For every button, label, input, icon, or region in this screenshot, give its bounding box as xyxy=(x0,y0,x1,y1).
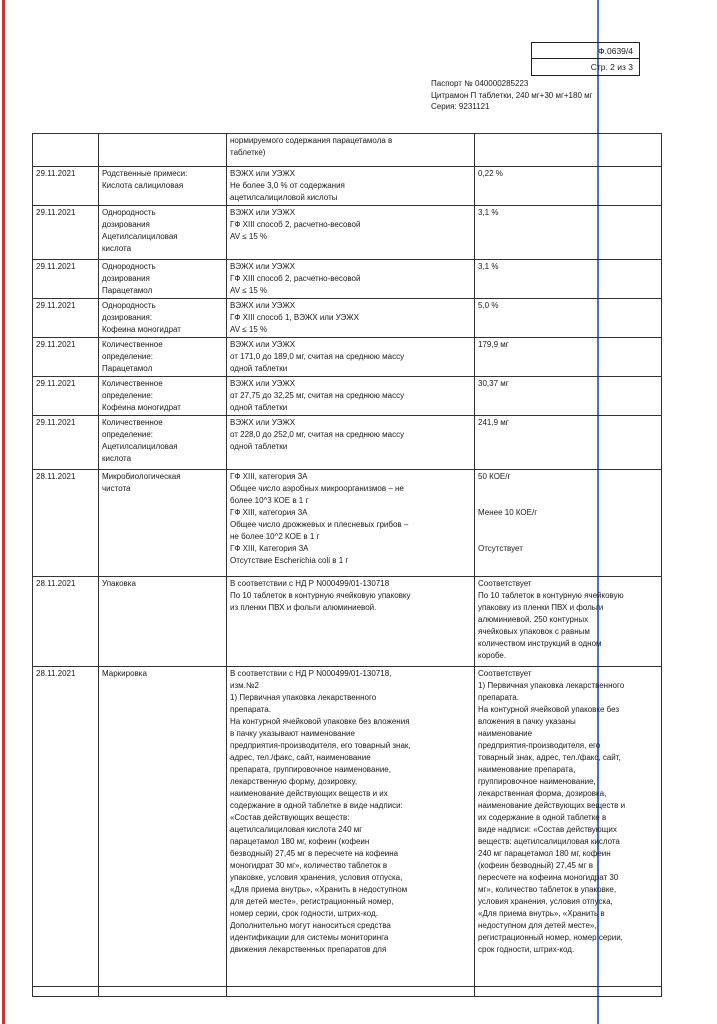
result-line: 241,9 мг xyxy=(478,418,509,427)
indicator-line: дозирования xyxy=(102,274,150,283)
result-line: «Для приема внутрь», «Хранить в xyxy=(478,909,605,918)
result-line: срок годности, штрих-код. xyxy=(478,945,575,954)
norm-line: В соответствии с НД Р N000499/01-130718, xyxy=(230,669,392,678)
test-date: 29.11.2021 xyxy=(33,260,99,299)
norm-line: Отсутствие Escherichia coli в 1 г xyxy=(230,556,349,565)
test-result xyxy=(475,470,662,577)
norm-line: движения лекарственных препаратов для xyxy=(230,945,387,954)
result-line: веществ: ацетилсалициловая кислота xyxy=(478,837,620,846)
result-line: препарата. xyxy=(478,693,519,702)
table-row xyxy=(33,299,662,338)
analysis-table-body xyxy=(33,134,662,997)
test-indicator xyxy=(99,206,227,260)
result-line: 240 мг парацетамол 180 мг, кофеин xyxy=(478,849,611,858)
result-line: (кофеин безводный) 27,45 мг в xyxy=(478,861,594,870)
result-line: условия хранения, условия отпуска, xyxy=(478,897,613,906)
norm-line: Общее число аэробных микроорганизмов – не xyxy=(230,484,404,493)
scan-edge-left xyxy=(2,0,5,1024)
indicator-line: определение: xyxy=(102,352,154,361)
test-result xyxy=(475,338,662,377)
norm-line: ВЭЖХ или УЭЖХ xyxy=(230,208,296,217)
indicator-line: Родственные примеси: xyxy=(102,169,188,178)
test-indicator xyxy=(99,299,227,338)
indicator-line: чистота xyxy=(102,484,131,493)
test-indicator xyxy=(99,167,227,206)
norm-line: ацетилсалициловой кислоты xyxy=(230,193,338,202)
result-line: недоступном для детей месте», xyxy=(478,921,597,930)
test-date: 28.11.2021 xyxy=(33,667,99,997)
result-line: наименование действующих веществ и xyxy=(478,801,626,810)
test-norm xyxy=(227,470,475,577)
indicator-line: дозирования: xyxy=(102,313,153,322)
result-line: упаковку из пленки ПВХ и фольги xyxy=(478,603,604,612)
test-norm xyxy=(227,206,475,260)
test-result xyxy=(475,134,662,167)
form-code-box xyxy=(531,42,640,76)
indicator-line: Однородность xyxy=(102,262,156,271)
result-line: 3,1 % xyxy=(478,262,499,271)
indicator-line: Ацетилсалициловая xyxy=(102,232,178,241)
result-line: ячейковых упаковок с равным xyxy=(478,627,590,636)
norm-line: от 228,0 до 252,0 мг, считая на среднюю массу xyxy=(230,430,405,439)
norm-line: одной таблетки xyxy=(230,364,288,373)
test-norm xyxy=(227,377,475,416)
indicator-line: Кофеина моногидрат xyxy=(102,325,181,334)
result-line: коробе. xyxy=(478,651,507,660)
norm-line: от 171,0 до 189,0 мг, считая на среднюю массу xyxy=(230,352,405,361)
result-line: 0,22 % xyxy=(478,169,503,178)
table-row xyxy=(33,577,662,667)
result-line: регистрационный номер, номер серии, xyxy=(478,933,623,942)
test-result xyxy=(475,206,662,260)
result-line xyxy=(478,531,658,543)
result-line: 50 КОЕ/г xyxy=(478,472,511,481)
test-date: 28.11.2021 xyxy=(33,577,99,667)
norm-line: ВЭЖХ или УЭЖХ xyxy=(230,379,296,388)
test-date: 29.11.2021 xyxy=(33,338,99,377)
test-date: 29.11.2021 xyxy=(33,167,99,206)
norm-line: из пленки ПВХ и фольги алюминиевой. xyxy=(230,603,377,612)
result-line: мг», количество таблеток в упаковке, xyxy=(478,885,617,894)
passport-number: Паспорт № 040000285223 xyxy=(431,79,529,88)
test-norm xyxy=(227,667,475,997)
indicator-line: определение: xyxy=(102,391,154,400)
test-result xyxy=(475,260,662,299)
norm-line: ГФ XIII способ 2, расчетно-весовой xyxy=(230,220,361,229)
norm-line: содержание в одной таблетке в виде надписи: xyxy=(230,801,403,810)
indicator-line: дозирования xyxy=(102,220,150,229)
norm-line: парацетамол 180 мг, кофеин (кофеин xyxy=(230,837,370,846)
result-line: группировочное наименование, xyxy=(478,777,596,786)
norm-line: ГФ XIII, категория 3А xyxy=(230,472,308,481)
indicator-line: кислота xyxy=(102,454,132,463)
indicator-line: Количественное xyxy=(102,418,163,427)
test-indicator xyxy=(99,667,227,997)
indicator-line: Ацетилсалициловая xyxy=(102,442,178,451)
table-row xyxy=(33,260,662,299)
result-line xyxy=(478,483,658,495)
norm-line: ГФ XIII способ 2, расчетно-весовой xyxy=(230,274,361,283)
indicator-line: Маркировка xyxy=(102,669,147,678)
result-line: вложения в пачку указаны xyxy=(478,717,576,726)
norm-line: AV ≤ 15 % xyxy=(230,232,268,241)
test-result xyxy=(475,299,662,338)
test-indicator xyxy=(99,470,227,577)
result-line: 3,1 % xyxy=(478,208,499,217)
result-line: Соответствует xyxy=(478,669,532,678)
test-norm xyxy=(227,299,475,338)
table-bottom-border xyxy=(32,986,661,987)
indicator-line: Кофеина моногидрат xyxy=(102,403,181,412)
test-date: 29.11.2021 xyxy=(33,299,99,338)
norm-line: ВЭЖХ или УЭЖХ xyxy=(230,301,296,310)
test-date: 29.11.2021 xyxy=(33,206,99,260)
norm-line: изм.№2 xyxy=(230,681,259,690)
test-indicator xyxy=(99,377,227,416)
series-number: Серия: 9231121 xyxy=(431,102,490,111)
norm-line: ВЭЖХ или УЭЖХ xyxy=(230,418,296,427)
test-date: 29.11.2021 xyxy=(33,377,99,416)
norm-line: Не более 3,0 % от содержания xyxy=(230,181,345,190)
norm-line: ВЭЖХ или УЭЖХ xyxy=(230,340,296,349)
result-line: их содержание в одной таблетке в xyxy=(478,813,607,822)
test-result xyxy=(475,167,662,206)
table-row xyxy=(33,470,662,577)
test-norm xyxy=(227,577,475,667)
result-line: количеством инструкций в одном xyxy=(478,639,602,648)
test-indicator xyxy=(99,134,227,167)
norm-line: от 27,75 до 32,25 мг, считая на среднюю массу xyxy=(230,391,405,400)
result-line: наименование xyxy=(478,729,533,738)
norm-line: безводный) 27,45 мг в пересчете на кофеина xyxy=(230,849,399,858)
norm-line: для детей месте», регистрационный номер, xyxy=(230,897,394,906)
table-row xyxy=(33,206,662,260)
test-result xyxy=(475,416,662,470)
form-code: Ф.0639/4 xyxy=(532,43,639,59)
table-row xyxy=(33,377,662,416)
norm-line: ВЭЖХ или УЭЖХ xyxy=(230,262,296,271)
norm-line: лекарственную форму, дозировку, xyxy=(230,777,358,786)
norm-line: Дополнительно могут наноситься средства xyxy=(230,921,391,930)
test-norm xyxy=(227,167,475,206)
norm-line: наименование действующих веществ и их xyxy=(230,789,388,798)
norm-line: упаковке, условия хранения, условия отпуска, xyxy=(230,873,403,882)
norm-line: в пачку указывают наименование xyxy=(230,729,355,738)
indicator-line: Упаковка xyxy=(102,579,136,588)
test-result xyxy=(475,377,662,416)
result-line: 5,0 % xyxy=(478,301,499,310)
result-line: Отсутствует xyxy=(478,544,523,553)
table-row xyxy=(33,134,662,167)
result-line: Соответствует xyxy=(478,579,532,588)
norm-line: ВЭЖХ или УЭЖХ xyxy=(230,169,296,178)
result-line: наименование препарата, xyxy=(478,765,576,774)
result-line: лекарственная форма, дозировка, xyxy=(478,789,607,798)
indicator-line: Кислота салициловая xyxy=(102,181,184,190)
analysis-table xyxy=(32,133,662,997)
norm-line: «Для приема внутрь», «Хранить в недоступном xyxy=(230,885,408,894)
norm-line: предприятия-производителя, его товарный знак, xyxy=(230,741,411,750)
result-line: Менее 10 КОЕ/г xyxy=(478,508,538,517)
test-norm xyxy=(227,416,475,470)
norm-line: препарата, группировочное наименование, xyxy=(230,765,391,774)
indicator-line: Количественное xyxy=(102,379,163,388)
norm-line: По 10 таблеток в контурную ячейковую упаковку xyxy=(230,591,411,600)
result-line: виде надписи: «Состав действующих xyxy=(478,825,617,834)
table-row xyxy=(33,416,662,470)
result-line: товарный знак, адрес, тел./факс, сайт, xyxy=(478,753,621,762)
norm-line: ГФ XIII, категория 3А xyxy=(230,508,308,517)
norm-line: «Состав действующих веществ: xyxy=(230,813,350,822)
norm-line: номер серии, срок годности, штрих-код. xyxy=(230,909,378,918)
norm-line: таблетке) xyxy=(230,148,266,157)
indicator-line: определение: xyxy=(102,430,154,439)
norm-line: ГФ XIII способ 1, ВЭЖХ или УЭЖХ xyxy=(230,313,359,322)
norm-line: ГФ XIII, Категория 3А xyxy=(230,544,309,553)
test-date xyxy=(33,134,99,167)
norm-line: AV ≤ 15 % xyxy=(230,286,268,295)
test-indicator xyxy=(99,338,227,377)
norm-line: AV ≤ 15 % xyxy=(230,325,268,334)
table-row xyxy=(33,338,662,377)
norm-line: адрес, тел./факс, сайт, наименование xyxy=(230,753,371,762)
test-indicator xyxy=(99,260,227,299)
norm-line: нормируемого содержания парацетамола в xyxy=(230,136,393,145)
test-result xyxy=(475,577,662,667)
result-line: предприятия-производителя, его xyxy=(478,741,601,750)
result-line xyxy=(478,495,658,507)
test-result xyxy=(475,667,662,997)
indicator-line: Парацетамол xyxy=(102,364,153,373)
result-line xyxy=(478,519,658,531)
indicator-line: Однородность xyxy=(102,301,156,310)
norm-line: ацетилсалициловая кислота 240 мг xyxy=(230,825,363,834)
norm-line: одной таблетки xyxy=(230,403,288,412)
result-line: На контурной ячейковой упаковке без xyxy=(478,705,620,714)
indicator-line: Однородность xyxy=(102,208,156,217)
test-norm xyxy=(227,260,475,299)
table-row xyxy=(33,167,662,206)
result-line: 30,37 мг xyxy=(478,379,509,388)
norm-line: препарата. xyxy=(230,705,271,714)
result-line: 1) Первичная упаковка лекарственного xyxy=(478,681,625,690)
norm-line: В соответствии с НД Р N000499/01-130718 xyxy=(230,579,390,588)
test-norm xyxy=(227,338,475,377)
norm-line: не более 10^2 КОЕ в 1 г xyxy=(230,532,320,541)
indicator-line: Микробиологическая xyxy=(102,472,181,481)
indicator-line: Парацетамол xyxy=(102,286,153,295)
norm-line: одной таблетки xyxy=(230,442,288,451)
result-line: 179,9 мг xyxy=(478,340,509,349)
norm-line: моногидрат 30 мг», количество таблеток в xyxy=(230,861,388,870)
norm-line: 1) Первичная упаковка лекарственного xyxy=(230,693,377,702)
passport-header xyxy=(431,78,593,113)
norm-line: На контурной ячейковой упаковке без вложения xyxy=(230,717,410,726)
indicator-line: Количественное xyxy=(102,340,163,349)
test-date: 29.11.2021 xyxy=(33,416,99,470)
norm-line: Общее число дрожжевых и плесневых грибов – xyxy=(230,520,409,529)
table-row xyxy=(33,667,662,997)
result-line: алюминиевой. 250 контурных xyxy=(478,615,589,624)
test-date: 28.11.2021 xyxy=(33,470,99,577)
norm-line: более 10^3 КОЕ в 1 г xyxy=(230,496,309,505)
result-line: По 10 таблеток в контурную ячейковую xyxy=(478,591,624,600)
indicator-line: кислота xyxy=(102,244,132,253)
norm-line: идентификации для системы мониторинга xyxy=(230,933,389,942)
test-indicator xyxy=(99,577,227,667)
page-number: Стр. 2 из 3 xyxy=(590,62,633,72)
result-line: пересчете на кофеина моногидрат 30 xyxy=(478,873,619,882)
product-name: Цитрамон П таблетки, 240 мг+30 мг+180 мг xyxy=(431,90,593,100)
test-norm xyxy=(227,134,475,167)
test-indicator xyxy=(99,416,227,470)
